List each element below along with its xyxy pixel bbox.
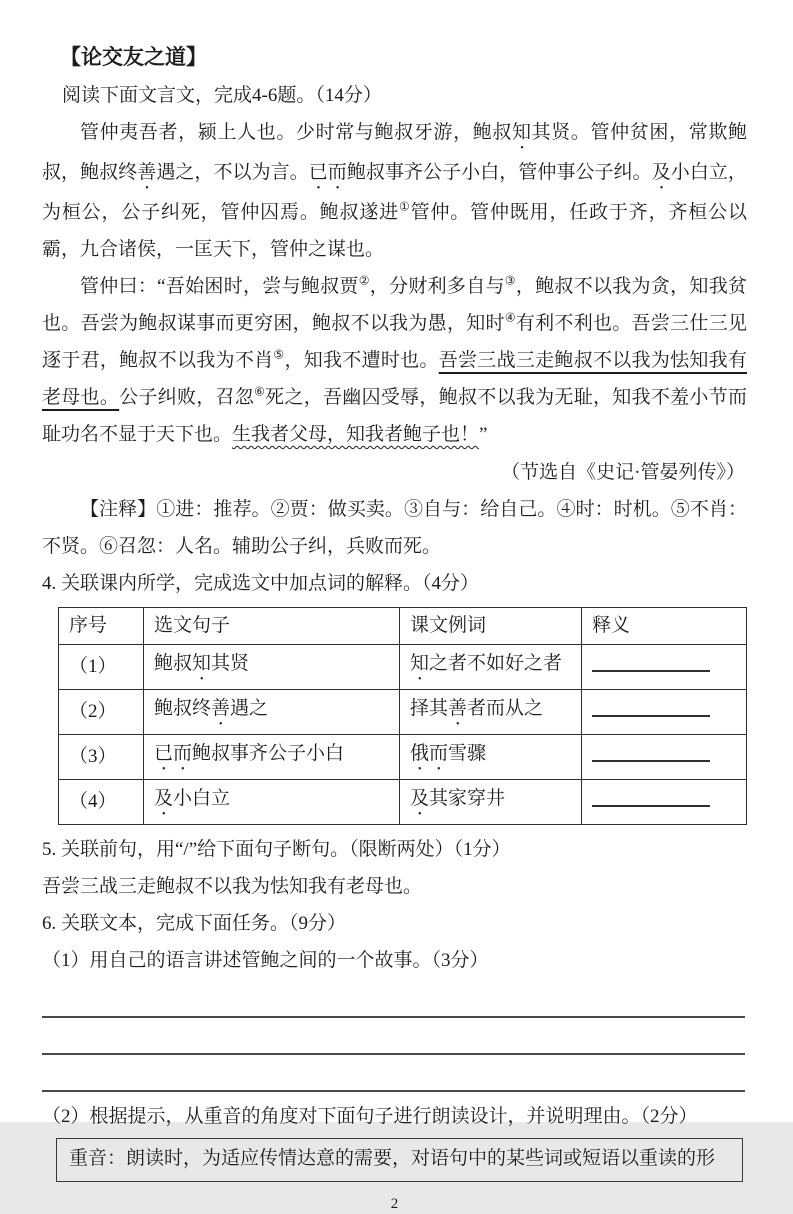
meaning-cell: [582, 735, 747, 780]
plain-text: 者而从之: [467, 698, 544, 719]
meaning-cell: [582, 645, 747, 690]
sentence-to-punctuate: 吾尝三战三走鲍叔不以我为怯知我有老母也。: [42, 876, 423, 897]
emphasized-text: 善: [448, 698, 468, 719]
emphasized-text: 已而: [154, 743, 193, 764]
table-header-row: [59, 608, 747, 645]
note-reference: ②: [358, 273, 370, 288]
source-attribution: （节选自《史记·管晏列传》）: [501, 462, 745, 483]
answer-blank: [592, 701, 710, 717]
emphasized-text: 及: [154, 788, 174, 809]
page-number: 2: [390, 1196, 399, 1212]
meaning-cell: [582, 690, 747, 735]
example-phrase: [400, 780, 582, 825]
question-5-label: 5. 关联前句，用“/”给下面句子断句。（限断两处）（1分）: [42, 839, 511, 860]
plain-text: 鲍叔终: [154, 698, 212, 719]
excerpt-sentence: [144, 690, 400, 735]
plain-text: 遇之: [230, 698, 269, 719]
emphasized-text: 俄而: [410, 743, 449, 764]
emphasized-text: 善: [211, 698, 231, 719]
table-row: [59, 690, 747, 735]
emphasized-text: 生我者父母，知我者鲍子也！: [232, 424, 480, 445]
stress-hint-box: 重音：朗读时，为适应传情达意的需要，对语句中的某些词或短语以重读的形: [56, 1138, 743, 1182]
plain-text: 鲍叔: [154, 653, 193, 674]
plain-text: 其家穿井: [429, 788, 506, 809]
answer-blank: [592, 656, 710, 672]
answer-line: [42, 981, 745, 1018]
answer-blank: [592, 746, 710, 762]
reading-instruction: 阅读下面文言文，完成4-6题。（14分）: [62, 85, 382, 106]
plain-text: 择其: [410, 698, 449, 719]
plain-text: 其贤。管仲贫困，常欺鲍叔，鲍叔终: [42, 122, 747, 183]
col-header-meaning: 释义: [582, 608, 747, 645]
question-6-sub1: （1）用自己的语言讲述管鲍之间的一个故事。（3分）: [42, 950, 489, 971]
emphasized-text: 已而: [308, 162, 347, 183]
row-number: （3）: [59, 735, 144, 780]
plain-text: ，知我不遭时也。: [284, 350, 439, 371]
table-row: [59, 735, 747, 780]
answer-blank: [592, 791, 710, 807]
plain-text: ，鲍叔不以我为贪，知我贫也。吾尝为鲍叔谋事而更穷困，鲍叔不以我为愚，知时: [42, 276, 747, 334]
passage-paragraph-2: [42, 268, 747, 453]
excerpt-sentence: [144, 780, 400, 825]
emphasized-text: 吾尝三战三走鲍叔不以我为怯知我有老母也。: [42, 350, 747, 408]
example-phrase: [400, 690, 582, 735]
excerpt-sentence: [144, 645, 400, 690]
plain-text: 管仲夷吾者，颍上人也。少时常与鲍叔牙游，鲍叔: [80, 122, 512, 143]
plain-text: ，分财利多自与: [369, 276, 505, 297]
col-header-example: 课文例词: [400, 608, 582, 645]
plain-text: 其贤: [211, 653, 250, 674]
emphasized-text: 知: [511, 122, 532, 143]
plain-text: 鲍叔事齐公子小白，管仲事公子纠。: [346, 162, 652, 183]
passage-paragraph-1: [42, 114, 747, 268]
answer-line: [42, 1018, 745, 1055]
plain-text: 鲍叔事齐公子小白: [192, 743, 345, 764]
row-number: （4）: [59, 780, 144, 825]
table-row: [59, 780, 747, 825]
question-6-sub2: （2）根据提示，从重音的角度对下面句子进行朗读设计，并说明理由。（2分）: [42, 1106, 698, 1127]
row-number: （1）: [59, 645, 144, 690]
note-reference: ①: [399, 199, 411, 214]
note-reference: ④: [504, 310, 516, 325]
section-title: 【论交友之道】: [60, 45, 207, 69]
meaning-cell: [582, 780, 747, 825]
plain-text: 小白立: [173, 788, 231, 809]
col-header-excerpt: 选文句子: [144, 608, 400, 645]
plain-text: 管仲。管仲既用，任政于齐，齐桓公以霸，九合诸侯，一匡天下，管仲之谋也。: [42, 202, 747, 260]
plain-text: 公子纠败，召忽: [119, 387, 255, 408]
question-4-label: 4. 关联课内所学，完成选文中加点词的解释。（4分）: [42, 573, 480, 594]
note-reference: ③: [504, 273, 516, 288]
example-phrase: [400, 735, 582, 780]
emphasized-text: 及: [410, 788, 430, 809]
plain-text: 小白立，为桓公，公子纠死，管仲囚焉。鲍叔遂进: [42, 162, 747, 223]
emphasized-text: 及: [651, 162, 671, 183]
answer-lines-area: [42, 981, 747, 1092]
note-reference: ⑥: [254, 384, 266, 399]
plain-text: 之者不如好之者: [429, 653, 563, 674]
plain-text: 遇之，不以为言。: [156, 162, 309, 183]
col-header-number: 序号: [59, 608, 144, 645]
annotations: 【注释】①进：推荐。②贾：做买卖。③自与：给自己。④时：时机。⑤不肖：不贤。⑥召忽：人名。辅助公子纠，兵败而死。: [42, 499, 747, 557]
plain-text: 死之，吾幽囚受辱，鲍叔不以我为无耻，知我不羞小节而耻功名不显于天下也。: [42, 387, 747, 445]
excerpt-sentence: [144, 735, 400, 780]
word-explanation-table: [58, 607, 747, 825]
table-row: [59, 645, 747, 690]
emphasized-text: 善: [137, 162, 157, 183]
note-reference: ⑤: [273, 347, 285, 362]
plain-text: 有利不利也。吾尝三仕三见逐于君，鲍叔不以我为不肖: [42, 313, 747, 371]
plain-text: ”: [479, 424, 488, 445]
emphasized-text: 知: [192, 653, 212, 674]
emphasized-text: 知: [410, 653, 430, 674]
plain-text: 雪骤: [448, 743, 487, 764]
answer-line: [42, 1055, 745, 1092]
row-number: （2）: [59, 690, 144, 735]
question-6-label: 6. 关联文本，完成下面任务。（9分）: [42, 913, 347, 934]
example-phrase: [400, 645, 582, 690]
plain-text: 管仲曰：“吾始困时，尝与鲍叔贾: [80, 276, 359, 297]
